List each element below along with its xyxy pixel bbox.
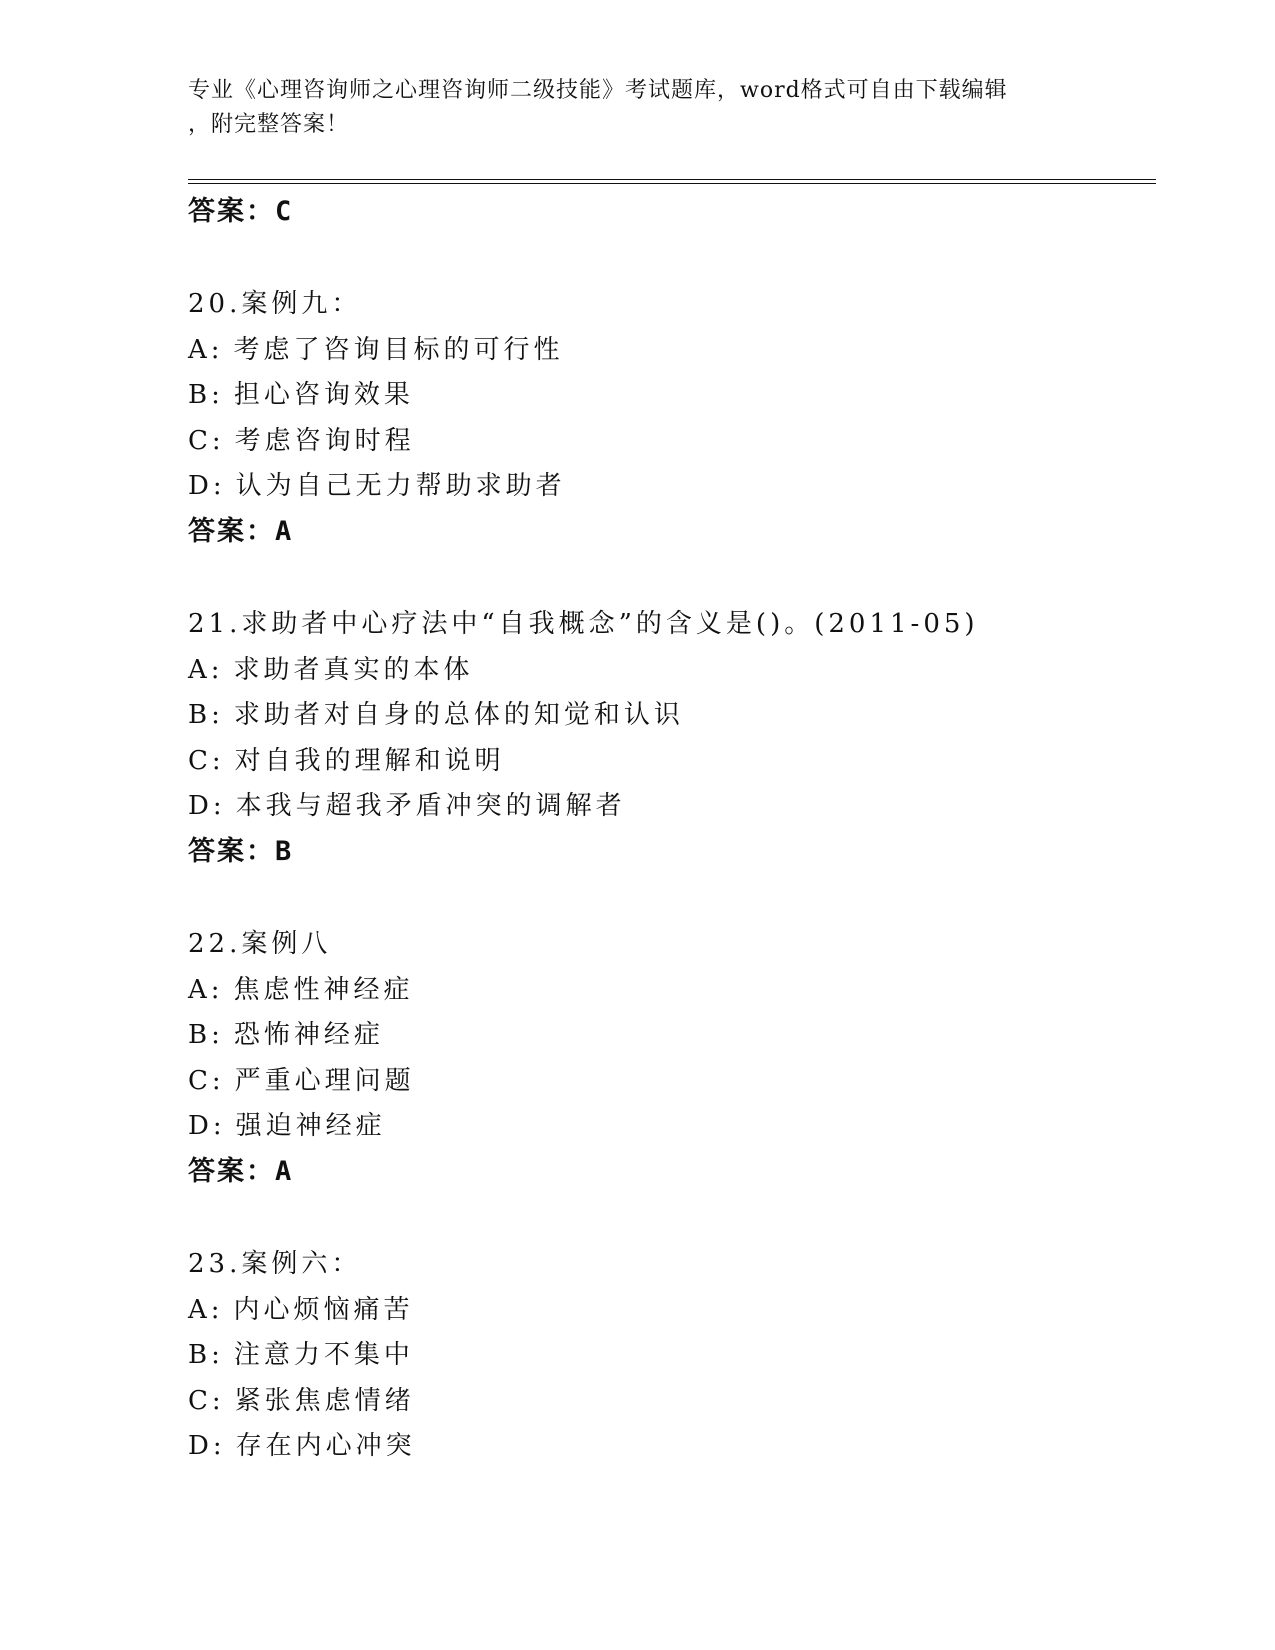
- option-text: 恐怖神经症: [233, 1020, 384, 1051]
- option-text: 考虑咨询时程: [234, 425, 415, 456]
- answer-line: [188, 830, 1148, 874]
- option-text: 求助者对自身的总体的知觉和认识: [233, 700, 684, 731]
- question-20: [188, 282, 1148, 554]
- option-d: [188, 784, 1148, 830]
- option-b: [188, 693, 1148, 739]
- answer-label: 答案：: [188, 196, 275, 227]
- question-title: 23.案例六：: [188, 1248, 362, 1279]
- question-spacer: [188, 234, 1148, 282]
- answer-value: B: [275, 835, 293, 867]
- option-text: 本我与超我矛盾冲突的调解者: [235, 791, 626, 822]
- option-letter: D:: [188, 1431, 226, 1462]
- question-spacer: [188, 554, 1148, 602]
- document-header: [188, 74, 1088, 142]
- option-letter: B:: [188, 380, 224, 411]
- option-letter: A:: [188, 654, 224, 685]
- option-text: 考虑了咨询目标的可行性: [233, 334, 564, 365]
- question-22: [188, 922, 1148, 1194]
- question-spacer: [188, 874, 1148, 922]
- option-text: 认为自己无力帮助求助者: [235, 471, 566, 502]
- option-letter: C:: [188, 1385, 225, 1416]
- answer-line: [188, 1150, 1148, 1194]
- question-21: [188, 602, 1148, 874]
- header-line-2: ，附完整答案！: [188, 112, 350, 137]
- option-letter: B:: [188, 1020, 224, 1051]
- option-letter: C:: [188, 425, 225, 456]
- answer-label: 答案：: [188, 515, 275, 547]
- option-a: [188, 328, 1148, 374]
- option-text: 强迫神经症: [235, 1111, 386, 1142]
- header-line-1: 专业《心理咨询师之心理咨询师二级技能》考试题库，word格式可自由下载编辑: [188, 78, 1008, 103]
- header-divider-top: [188, 179, 1156, 180]
- answer-line: [188, 510, 1148, 554]
- option-letter: B:: [188, 1340, 224, 1371]
- question-title: 21.求助者中心疗法中“自我概念”的含义是()。(2011-05): [188, 608, 979, 639]
- option-a: [188, 1288, 1148, 1334]
- option-text: 求助者真实的本体: [233, 654, 474, 685]
- option-b: [188, 373, 1148, 419]
- option-text: 担心咨询效果: [233, 380, 414, 411]
- question-spacer: [188, 1194, 1148, 1242]
- option-c: [188, 1379, 1148, 1425]
- option-text: 对自我的理解和说明: [234, 745, 505, 776]
- option-d: [188, 464, 1148, 510]
- answer-label: 答案：: [188, 1155, 275, 1187]
- question-list: [188, 190, 1148, 1470]
- option-letter: A:: [188, 334, 224, 365]
- question-23: [188, 1242, 1148, 1470]
- option-text: 焦虑性神经症: [233, 974, 414, 1005]
- option-letter: D:: [188, 1111, 226, 1142]
- option-text: 严重心理问题: [234, 1065, 415, 1096]
- option-letter: C:: [188, 1065, 225, 1096]
- option-b: [188, 1333, 1148, 1379]
- option-a: [188, 648, 1148, 694]
- option-d: [188, 1424, 1148, 1470]
- option-a: [188, 968, 1148, 1014]
- answer-label: 答案：: [188, 835, 275, 867]
- answer-line: [188, 190, 1148, 234]
- answer-value: C: [275, 196, 293, 227]
- question-title: 20.案例九：: [188, 289, 362, 319]
- option-letter: B:: [188, 700, 224, 731]
- question-title: 22.案例八: [188, 928, 332, 959]
- option-text: 紧张焦虑情绪: [234, 1385, 415, 1416]
- answer-value: A: [275, 1155, 293, 1187]
- option-text: 注意力不集中: [233, 1340, 414, 1371]
- header-divider-bottom: [188, 183, 1156, 184]
- option-letter: A:: [188, 974, 224, 1005]
- option-b: [188, 1013, 1148, 1059]
- option-c: [188, 419, 1148, 465]
- answer-value: A: [275, 515, 293, 547]
- option-text: 存在内心冲突: [235, 1431, 416, 1462]
- option-letter: C:: [188, 745, 225, 776]
- option-c: [188, 739, 1148, 785]
- option-c: [188, 1059, 1148, 1105]
- option-d: [188, 1104, 1148, 1150]
- option-text: 内心烦恼痛苦: [233, 1294, 414, 1325]
- option-letter: D:: [188, 791, 226, 822]
- option-letter: A:: [188, 1294, 224, 1325]
- option-letter: D:: [188, 471, 226, 502]
